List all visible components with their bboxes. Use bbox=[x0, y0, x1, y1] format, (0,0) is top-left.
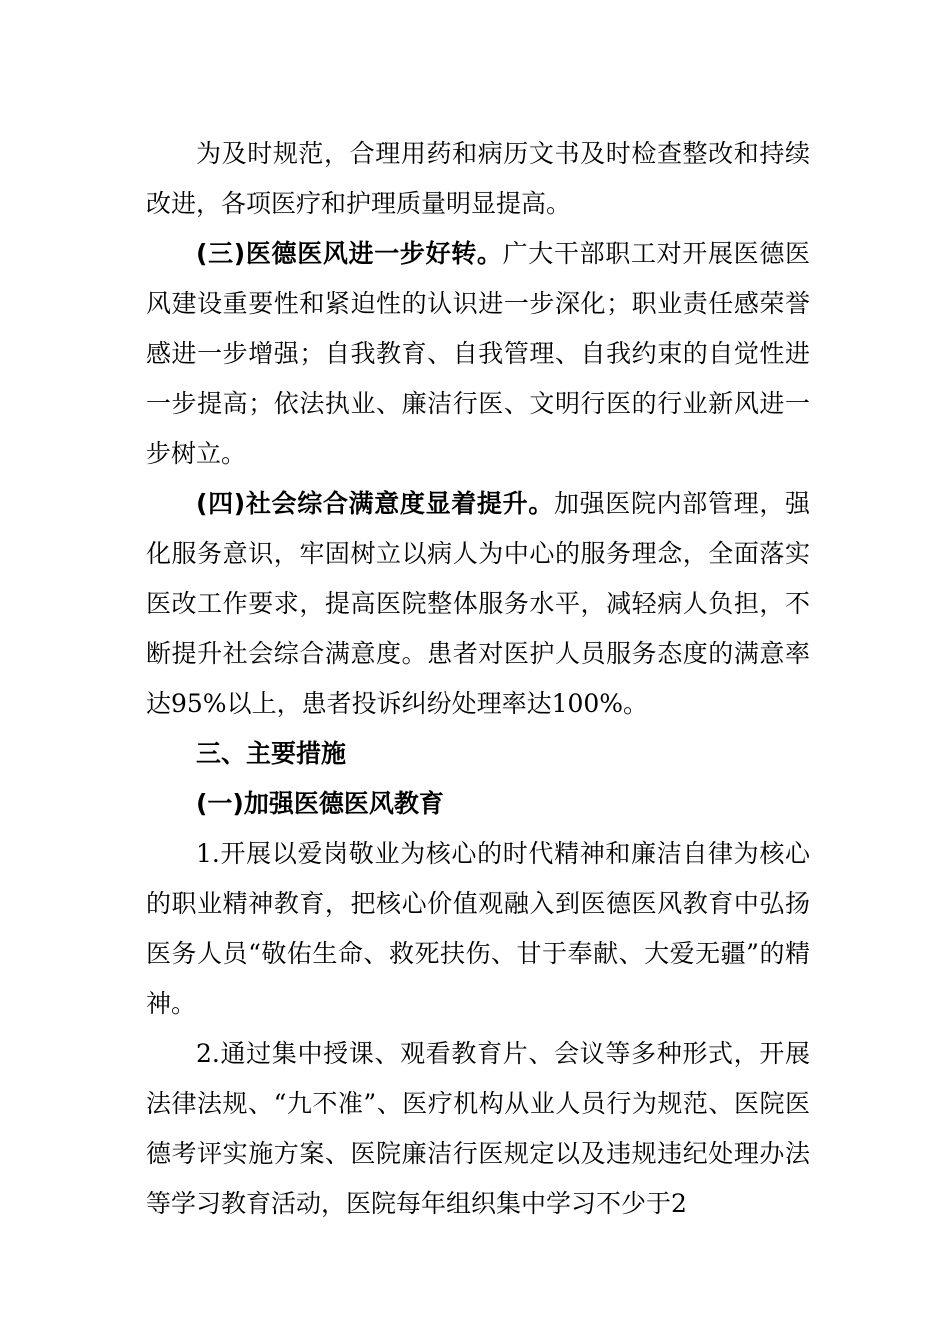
paragraph-satisfaction bbox=[146, 479, 810, 729]
paragraph-text: 加强医院内部管理，强化服务意识，牢固树立以病人为中心的服务理念，全面落实医改工作要求，提高医院整体服务水平，减轻病人负担，不断提升社会综合满意度。患者对医护人员服务态度的满意率达95%以上，患者投诉纠纷处理率达100%。 bbox=[146, 489, 810, 718]
list-item-text: 2.通过集中授课、观看教育片、会议等多种形式，开展法律法规、“九不准”、医疗机构从业人员行为规范、医院医德考评实施方案、医院廉洁行医规定以及违规违纪处理办法等学习教育活动，医院每年组织集中学习不少于2 bbox=[146, 1039, 810, 1218]
list-item bbox=[146, 1029, 810, 1229]
paragraph-lead: (三)医德医风进一步好转。 bbox=[196, 239, 503, 268]
section-heading: 三、主要措施 bbox=[196, 739, 347, 768]
paragraph-medical-ethics bbox=[146, 229, 810, 479]
document-body bbox=[146, 129, 810, 1229]
paragraph-text: 广大干部职工对开展医德医风建设重要性和紧迫性的认识进一步深化；职业责任感荣誉感进一步增强；自我教育、自我管理、自我约束的自觉性进一步提高；依法执业、廉洁行医、文明行医的行业新风进一步树立。 bbox=[146, 239, 810, 468]
paragraph-lead: (四)社会综合满意度显着提升。 bbox=[196, 489, 554, 518]
list-item-text: 1.开展以爱岗敬业为核心的时代精神和廉洁自律为核心的职业精神教育，把核心价值观融入到医德医风教育中弘扬医务人员“敬佑生命、救死扶伤、甘于奉献、大爱无疆”的精神。 bbox=[146, 839, 810, 1018]
subsection-heading: (一)加强医德医风教育 bbox=[196, 789, 444, 818]
list-item bbox=[146, 829, 810, 1029]
paragraph-text: 为及时规范，合理用药和病历文书及时检查整改和持续改进，各项医疗和护理质量明显提高。 bbox=[146, 139, 810, 218]
paragraph-continued bbox=[146, 129, 810, 229]
